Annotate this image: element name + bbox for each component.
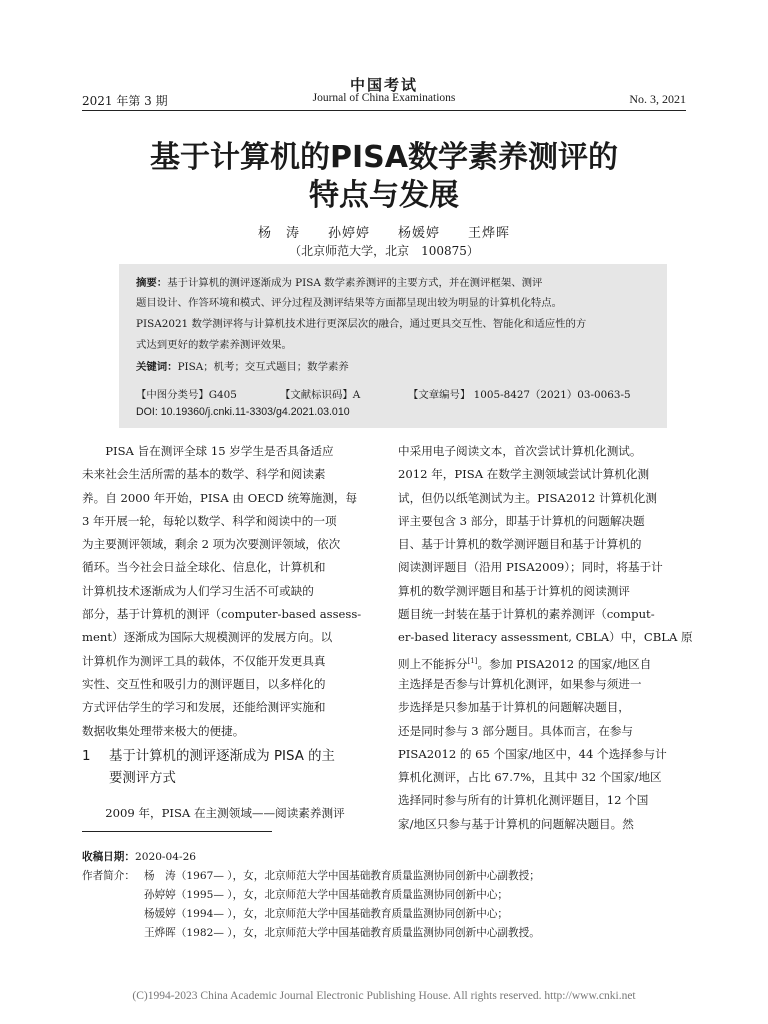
- right-column: [398, 440, 693, 836]
- section-title-line-1: 基于计算机的测评逐渐成为 PISA 的主: [109, 749, 335, 764]
- right-line: 主选择是否参与计算机化测评，如果参与须进一: [398, 676, 642, 691]
- left-line: 计算机技术逐渐成为人们学习生活不可或缺的: [82, 583, 314, 598]
- left-line: 3 年开展一轮，每轮以数学、科学和阅读中的一项: [82, 513, 337, 528]
- abstract-line-2: 题目设计、作答环境和模式、评分过程及测评结果等方面都呈现出较为明显的计算机化特点。: [136, 297, 563, 309]
- author-bio: 王烨晖（1982— ），女，北京师范大学中国基础教育质量监测协同创新中心副教授。: [144, 927, 540, 939]
- right-line: 中采用电子阅读文本，首次尝试计算机化测试。: [398, 444, 642, 458]
- author-bio: 杨 涛（1967— ），女，北京师范大学中国基础教育质量监测协同创新中心副教授；: [144, 870, 540, 882]
- article-number: 【文章编号】 1005-8427（2021）03-0063-5: [408, 389, 631, 401]
- document-code: 【文献标识码】A: [280, 389, 361, 401]
- abstract-line-3: PISA2021 数学测评将与计算机技术进行更深层次的融合，通过更具交互性、智能化和适应性的方: [136, 318, 587, 330]
- right-line: 算机的数学测评题目和基于计算机的阅读测评: [398, 583, 630, 598]
- left-line: 方式评估学生的学习和发展，还能给测评实施和: [82, 700, 326, 715]
- copyright-notice: (C)1994-2023 China Academic Journal Electronic Publishing House. All rights reserved. http://www.cnki.net: [132, 990, 636, 1002]
- left-column: [82, 440, 361, 743]
- right-line: PISA2012 的 65 个国家/地区中，44 个选择参与计: [398, 746, 667, 761]
- left-line: PISA 旨在测评全球 15 岁学生是否具备适应: [82, 444, 334, 458]
- right-line: 选择同时参与所有的计算机化测评题目，12 个国: [398, 793, 649, 808]
- right-line: 步选择是只参加基于计算机的问题解决题目，: [398, 700, 630, 715]
- right-line: 则上不能拆分[1]。参加 PISA2012 的国家/地区自: [398, 656, 652, 671]
- journal-name-en: Journal of China Examinations: [312, 92, 456, 104]
- left-line: 养。自 2000 年开始，PISA 由 OECD 统筹施测，每: [82, 490, 358, 505]
- paper-title: [0, 139, 768, 215]
- issue-cn: 2021 年第 3 期: [82, 94, 168, 108]
- left-line: ment）逐渐成为国际大规模测评的发展方向。以: [82, 630, 333, 645]
- right-line: er-based literacy assessment, CBLA）中，CBLA 原: [398, 630, 693, 645]
- left-line: 实性、交互性和吸引力的测评题目，以多样化的: [82, 676, 326, 691]
- author-bio: 杨媛婷（1994— ），女，北京师范大学中国基础教育质量监测协同创新中心；: [144, 908, 509, 920]
- right-line: 算机化测评，占比 67.7%，且其中 32 个国家/地区: [398, 770, 662, 785]
- left-line: 为主要测评领域，剩余 2 项为次要测评领域，依次: [82, 537, 341, 552]
- abstract-line-1: 摘要：基于计算机的测评逐渐成为 PISA 数学素养测评的主要方式，并在测评框架、测评: [136, 277, 543, 289]
- left-line: 未来社会生活所需的基本的数学、科学和阅读素: [82, 467, 326, 482]
- affiliation: （北京师范大学，北京 100875）: [289, 244, 479, 258]
- right-line: 试，但仍以纸笔测试为主。PISA2012 计算机化测: [398, 490, 657, 505]
- footnote-rule: [82, 831, 272, 832]
- received-date: 收稿日期：2020-04-26: [82, 851, 197, 863]
- issue-en: No. 3, 2021: [629, 92, 686, 106]
- keywords-label: 关键词：: [136, 361, 178, 373]
- journal-logo: 中国考试: [349, 76, 418, 94]
- right-line: 题目统一封装在基于计算机的素养测评（comput-: [398, 607, 655, 622]
- left-line: 2009 年，PISA 在主测领域——阅读素养测评: [82, 806, 345, 820]
- right-line: 目、基于计算机的数学测评题目和基于计算机的: [398, 537, 642, 552]
- title-line-1: 基于计算机的PISA数学素养测评的: [150, 140, 618, 175]
- section-number: 1: [82, 749, 91, 764]
- left-line: 部分，基于计算机的测评（computer-based assess-: [82, 607, 362, 622]
- left-line: 计算机作为测评工具的载体，不仅能开发更具真: [82, 653, 326, 668]
- header-rule: [82, 110, 686, 111]
- bio-label: 作者简介：: [82, 870, 135, 882]
- right-line: 家/地区只参与基于计算机的问题解决题目。然: [398, 816, 634, 831]
- right-line: 2012 年，PISA 在数学主测领域尝试计算机化测: [398, 467, 650, 482]
- right-line: 阅读测评题目（沿用 PISA2009）；同时，将基于计: [398, 560, 663, 575]
- left-line: 循环。当今社会日益全球化、信息化，计算机和: [82, 560, 326, 575]
- right-line: 还是同时参与 3 部分题目。具体而言，在参与: [398, 723, 634, 738]
- title-line-2: 特点与发展: [309, 178, 459, 213]
- right-line: 评主要包含 3 部分，即基于计算机的问题解决题: [398, 513, 645, 528]
- left-line: 数据收集处理带来极大的便捷。: [82, 723, 245, 738]
- keywords: 关键词：PISA；机考；交互式题目；数学素养: [136, 361, 349, 373]
- clc-number: 【中图分类号】G405: [136, 389, 237, 401]
- citation-ref[interactable]: [1]: [467, 656, 478, 665]
- doi: DOI: 10.19360/j.cnki.11-3303/g4.2021.03.010: [136, 406, 350, 418]
- author-bio: 孙婷婷（1995— ），女，北京师范大学中国基础教育质量监测协同创新中心；: [144, 889, 509, 901]
- section-title-line-2: 要测评方式: [109, 771, 176, 786]
- authors: 杨 涛 孙婷婷 杨媛婷 王烨晖: [257, 226, 510, 241]
- abstract-label: 摘要：: [136, 277, 168, 289]
- abstract-line-4: 式达到更好的数学素养测评效果。: [136, 339, 292, 351]
